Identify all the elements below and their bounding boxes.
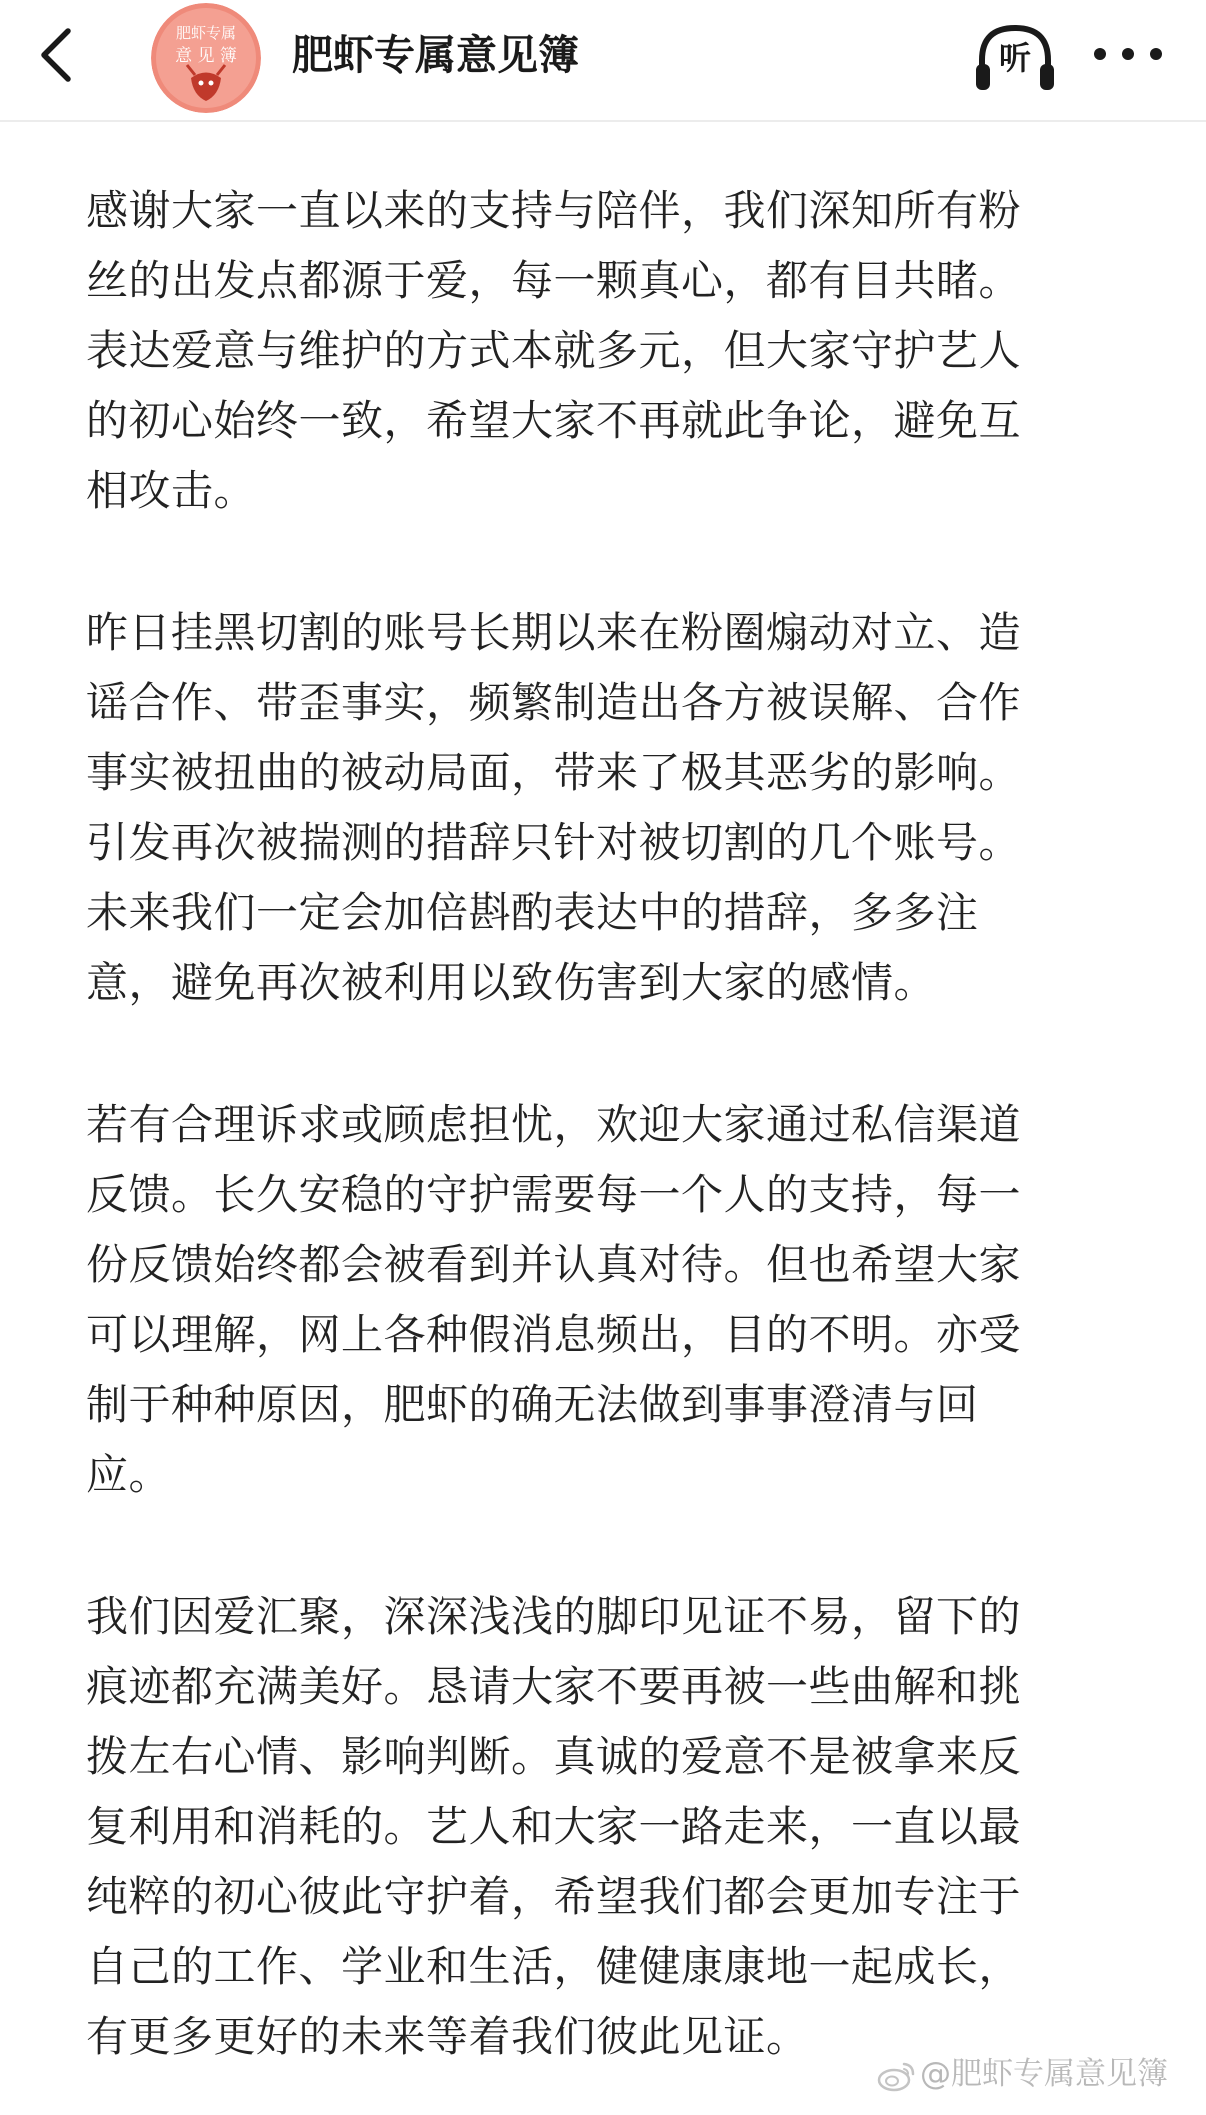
listen-button[interactable]	[972, 20, 1058, 96]
article-paragraph: 若有合理诉求或顾虑担忧，欢迎大家通过私信渠道 反馈。长久安稳的守护需要每一个人的支持，每一 份反馈始终都会被看到并认真对待。但也希望大家 可以理解，网上各种假消息频出，目的不明。亦受 制于种种原因，肥虾的确无法做到事事澄清与回 应。	[86, 1100, 1022, 1499]
more-dots-icon	[1090, 34, 1166, 74]
watermark-text: @肥虾专属意见簿	[920, 2056, 1168, 2092]
weibo-watermark	[876, 2052, 1168, 2096]
article-paragraph: 我们因爱汇聚，深深浅浅的脚印见证不易，留下的 痕迹都充满美好。恳请大家不要再被一些曲解和挑 拨左右心情、影响判断。真诚的爱意不是被拿来反 复利用和消耗的。艺人和大家一路走来，一直以最 纯粹的初心彼此守护着，希望我们都会更加专注于 自己的工作、学业和生活，健健康康地一起成长， 有更多更好的未来等着我们彼此见证。	[86, 1592, 1022, 2061]
account-avatar[interactable]	[151, 3, 261, 113]
top-navigation-bar	[0, 0, 1206, 122]
chevron-left-icon	[36, 25, 76, 85]
listen-label: 听	[998, 39, 1031, 77]
back-button[interactable]	[28, 22, 84, 88]
svg-text:意 见 簿: 意 见 簿	[175, 46, 237, 66]
article-paragraph: 昨日挂黑切割的账号长期以来在粉圈煽动对立、造 谣合作、带歪事实，频繁制造出各方被误解、合作 事实被扭曲的被动局面，带来了极其恶劣的影响。 引发再次被揣测的措辞只针对被切割的几个账号。 未来我们一定会加倍斟酌表达中的措辞，多多注 意，避免再次被利用以致伤害到大家的感情。	[86, 608, 1022, 1007]
article-paragraph: 感谢大家一直以来的支持与陪伴，我们深知所有粉 丝的出发点都源于爱，每一颗真心，都有目共睹。 表达爱意与维护的方式本就多元，但大家守护艺人 的初心始终一致，希望大家不再就此争论，避免互 相攻击。	[86, 186, 1022, 515]
page-title: 肥虾专属意见簿	[292, 31, 579, 79]
weibo-icon	[876, 2060, 916, 2092]
svg-text:肥虾专属: 肥虾专属	[175, 24, 237, 42]
article-body	[86, 176, 1136, 2115]
more-options-button[interactable]	[1090, 34, 1166, 74]
